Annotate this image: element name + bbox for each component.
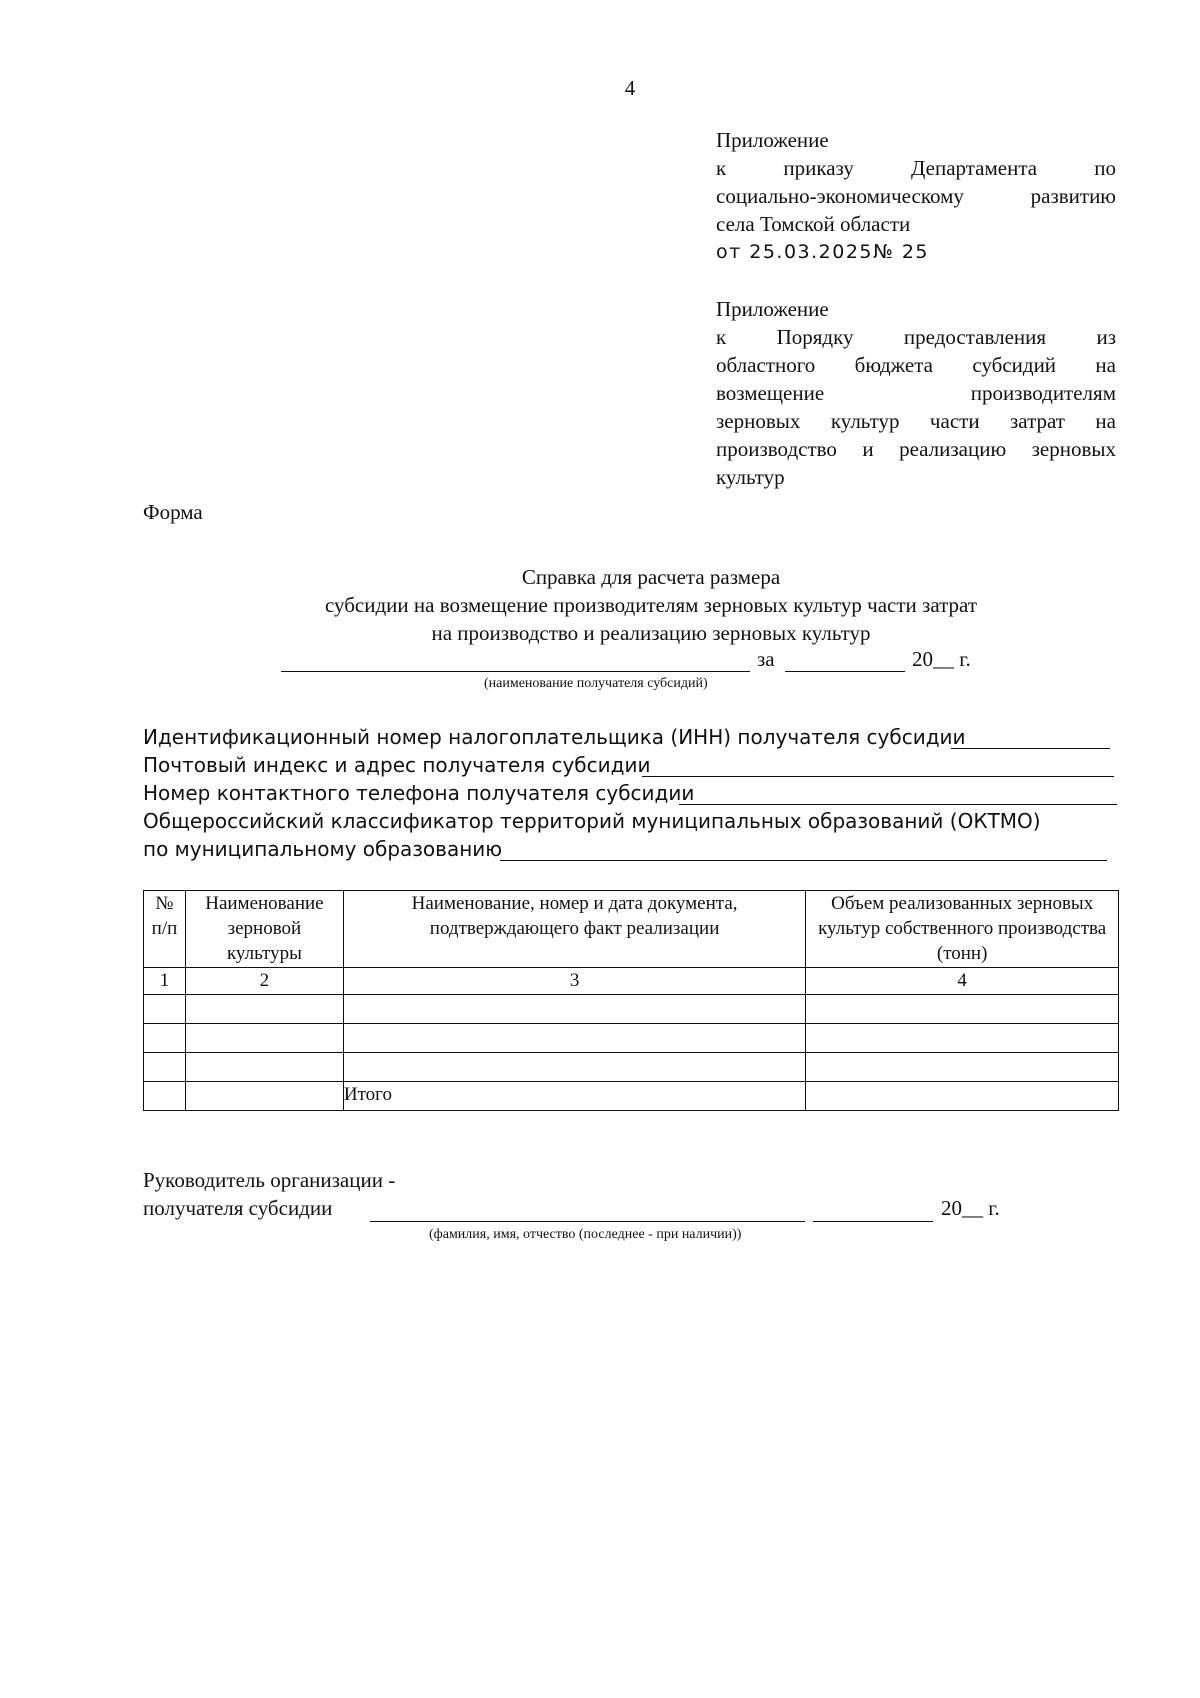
column-number: 1	[144, 968, 186, 995]
header-volume: Объем реализованных зерновых культур собственного производства (тонн)	[806, 891, 1119, 968]
period-year: 20__ г.	[912, 647, 971, 671]
signature-name-line[interactable]	[370, 1221, 805, 1222]
annex-order-line: к приказу Департамента по	[716, 156, 1116, 180]
annex-procedure-line: к Порядку предоставления из	[716, 325, 1116, 349]
phone-label: Номер контактного телефона получателя субсидии	[143, 781, 695, 805]
table-cell[interactable]	[343, 995, 805, 1024]
oktmo-sub-label: по муниципальному образованию	[143, 837, 503, 861]
annex-order-line: социально-экономическому развитию	[716, 184, 1116, 208]
table-cell[interactable]	[185, 995, 343, 1024]
inn-field[interactable]	[951, 748, 1110, 749]
total-label: Итого	[343, 1082, 805, 1111]
column-number: 2	[185, 968, 343, 995]
table-row	[144, 1024, 1119, 1053]
table-cell[interactable]	[806, 1053, 1119, 1082]
total-row	[144, 1082, 1119, 1111]
annex-procedure-line: областного бюджета субсидий на	[716, 353, 1116, 377]
header-crop-name: Наименование зерновой культуры	[185, 891, 343, 968]
signature-recipient-label: получателя субсидии	[143, 1196, 333, 1220]
table-cell[interactable]	[144, 995, 186, 1024]
report-table	[143, 890, 1119, 1111]
column-number: 3	[343, 968, 805, 995]
signature-title: Руководитель организации -	[143, 1168, 396, 1192]
annex-procedure-line: возмещение производителям	[716, 381, 1116, 405]
annex-order-title: Приложение	[716, 128, 829, 152]
phone-field[interactable]	[679, 804, 1117, 805]
title-line: на производство и реализацию зерновых культур	[431, 621, 871, 645]
recipient-caption: (наименование получателя субсидий)	[484, 676, 708, 691]
header-document: Наименование, номер и дата документа, подтверждающего факт реализации	[343, 891, 805, 968]
table-cell[interactable]	[144, 1024, 186, 1053]
oktmo-field[interactable]	[500, 860, 1107, 861]
table-row	[144, 995, 1119, 1024]
table-cell[interactable]	[185, 1053, 343, 1082]
document-title	[143, 563, 1159, 647]
table-cell[interactable]	[806, 995, 1119, 1024]
annex-procedure-line: производство и реализацию зерновых	[716, 437, 1116, 461]
form-label: Форма	[143, 500, 203, 524]
title-line: Справка для расчета размера	[521, 565, 781, 589]
annex-procedure-line: зерновых культур части затрат на	[716, 409, 1116, 433]
annex-order-date: от 25.03.2025№ 25	[716, 241, 929, 263]
total-value-cell[interactable]	[806, 1082, 1119, 1111]
table-cell[interactable]	[806, 1024, 1119, 1053]
table-cell[interactable]	[144, 1082, 186, 1111]
signature-caption: (фамилия, имя, отчество (последнее - при наличии))	[429, 1227, 742, 1242]
table-cell[interactable]	[343, 1024, 805, 1053]
signature-year: 20__ г.	[941, 1196, 1000, 1220]
annex-order	[716, 126, 1116, 266]
address-label: Почтовый индекс и адрес получателя субсидии	[143, 753, 651, 777]
annex-procedure-line: культур	[716, 465, 785, 489]
table-row	[144, 1053, 1119, 1082]
table-cell[interactable]	[185, 1082, 343, 1111]
inn-label: Идентификационный номер налогоплательщика (ИНН) получателя субсидии	[143, 725, 966, 749]
address-field[interactable]	[642, 776, 1114, 777]
period-line[interactable]	[785, 671, 905, 672]
column-number: 4	[806, 968, 1119, 995]
page-number: 4	[624, 76, 636, 100]
title-line: субсидии на возмещение производителям зерновых культур части затрат	[324, 593, 978, 617]
recipient-name-line[interactable]	[281, 671, 750, 672]
table-cell[interactable]	[144, 1053, 186, 1082]
oktmo-label: Общероссийский классификатор территорий муниципальных образований (ОКТМО)	[143, 809, 1041, 833]
annex-procedure-title: Приложение	[716, 297, 829, 321]
annex-order-line: села Томской области	[716, 212, 911, 236]
period-za: за	[757, 647, 775, 671]
header-number: № п/п	[144, 891, 186, 968]
table-cell[interactable]	[185, 1024, 343, 1053]
signature-date-line[interactable]	[813, 1221, 933, 1222]
annex-procedure	[716, 295, 1116, 491]
table-cell[interactable]	[343, 1053, 805, 1082]
